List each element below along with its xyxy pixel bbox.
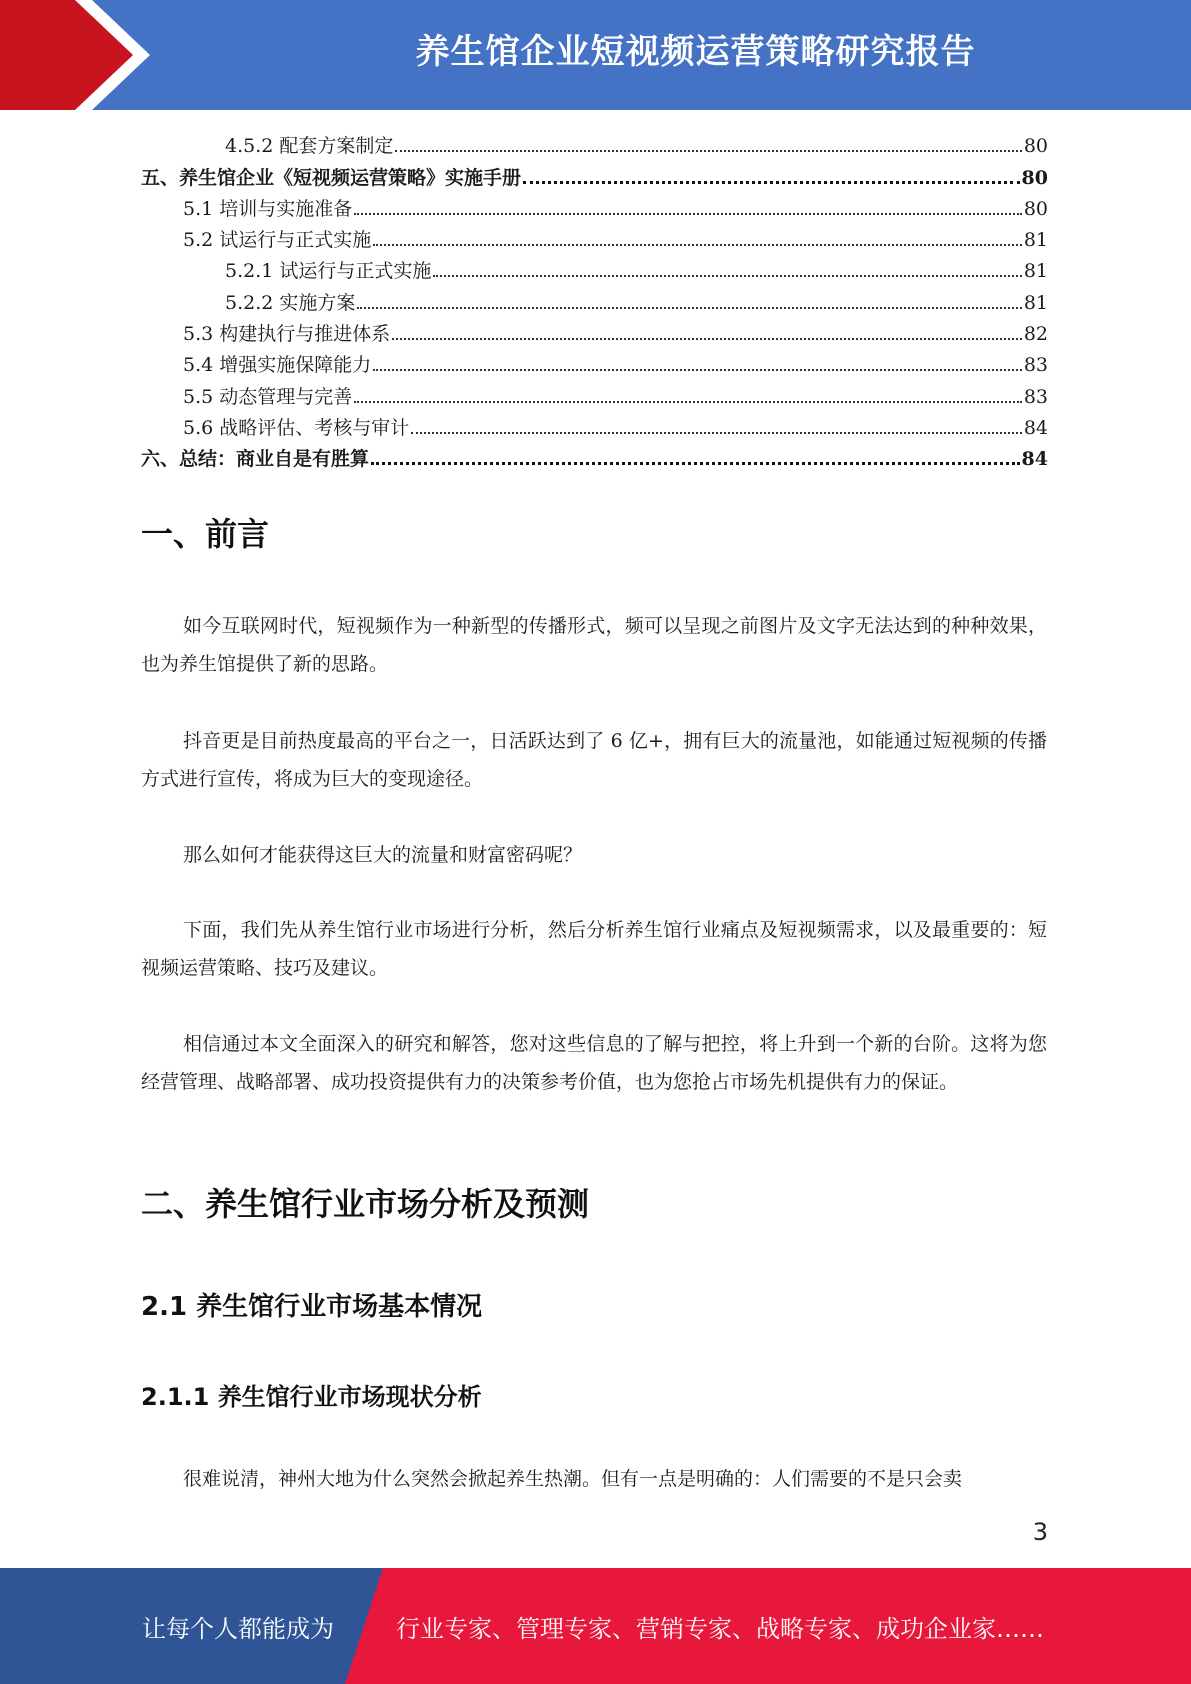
toc-entry-label: 5.2.1 试运行与正式实施 <box>225 260 432 283</box>
subsubsection-heading: 2.1.1 养生馆行业市场现状分析 <box>141 1383 482 1411</box>
toc-entry-page: 84 <box>1021 448 1048 471</box>
paragraph: 如今互联网时代，短视频作为一种新型的传播形式，频可以呈现之前图片及文字无法达到的种种效果，也为养生馆提供了新的思路。 <box>141 615 1047 675</box>
section-heading-preface: 一、前言 <box>141 515 270 553</box>
toc-entry-page: 84 <box>1023 416 1048 439</box>
toc-entry[interactable] <box>141 191 1048 222</box>
toc-entry-page: 80 <box>1021 166 1048 189</box>
page-footer <box>0 1568 1191 1684</box>
toc-entry-label: 5.2 试运行与正式实施 <box>183 229 372 252</box>
toc-entry-label: 4.5.2 配套方案制定 <box>225 135 394 158</box>
header-chevron-decoration <box>0 0 260 110</box>
paragraph: 相信通过本文全面深入的研究和解答，您对这些信息的了解与把控，将上升到一个新的台阶。这将为您经营管理、战略部署、成功投资提供有力的决策参考价值，也为您抢占市场先机提供有力的保证。 <box>141 1033 1047 1093</box>
paragraph: 下面，我们先从养生馆行业市场进行分析，然后分析养生馆行业痛点及短视频需求，以及最重要的：短视频运营策略、技巧及建议。 <box>141 919 1047 979</box>
toc-dot-leader <box>373 244 1022 246</box>
toc-entry-label: 5.2.2 实施方案 <box>225 291 356 314</box>
toc-entry-page: 80 <box>1023 135 1048 158</box>
toc-entry[interactable] <box>141 441 1048 472</box>
toc-dot-leader <box>523 181 1020 184</box>
toc-dot-leader <box>373 369 1022 371</box>
toc-entry-label: 5.6 战略评估、考核与审计 <box>183 416 410 439</box>
toc-entry-label: 五、养生馆企业《短视频运营策略》实施手册 <box>141 166 522 189</box>
toc-entry[interactable] <box>141 284 1048 315</box>
page-header <box>0 0 1191 110</box>
toc-entry-label: 5.1 培训与实施准备 <box>183 197 353 220</box>
report-title: 养生馆企业短视频运营策略研究报告 <box>415 32 976 72</box>
paragraph: 很难说清，神州大地为什么突然会掀起养生热潮。但有一点是明确的：人们需要的不是只会卖 <box>183 1468 963 1490</box>
toc-entry[interactable] <box>141 410 1048 441</box>
toc-entry[interactable] <box>141 253 1048 284</box>
toc-entry[interactable] <box>141 159 1048 190</box>
toc-entry[interactable] <box>141 316 1048 347</box>
toc-entry-label: 5.3 构建执行与推进体系 <box>183 323 391 346</box>
toc-dot-leader <box>395 150 1021 152</box>
paragraph: 抖音更是目前热度最高的平台之一，日活跃达到了 6 亿+，拥有巨大的流量池，如能通过短视频的传播方式进行宣传，将成为巨大的变现途径。 <box>141 730 1047 790</box>
page-number: 3 <box>1032 1518 1048 1546</box>
toc-dot-leader <box>411 432 1022 434</box>
section-heading-market-analysis: 二、养生馆行业市场分析及预测 <box>141 1185 590 1223</box>
toc-entry-page: 80 <box>1023 197 1048 220</box>
toc-dot-leader <box>433 275 1021 277</box>
toc-entry-label: 5.5 动态管理与完善 <box>183 385 353 408</box>
toc-entry[interactable] <box>141 128 1048 159</box>
toc-entry-label: 5.4 增强实施保障能力 <box>183 354 372 377</box>
toc-entry[interactable] <box>141 347 1048 378</box>
toc-dot-leader <box>354 401 1022 403</box>
footer-slogan-right: 行业专家、管理专家、营销专家、战略专家、成功企业家…… <box>396 1615 1044 1643</box>
toc-entry-page: 81 <box>1023 291 1048 314</box>
footer-slogan-left: 让每个人都能成为 <box>142 1615 334 1643</box>
toc-dot-leader <box>392 338 1022 340</box>
toc-entry-page: 81 <box>1023 229 1048 252</box>
toc-dot-leader <box>371 462 1020 465</box>
toc-dot-leader <box>354 213 1022 215</box>
toc-entry[interactable] <box>141 222 1048 253</box>
toc-entry[interactable] <box>141 378 1048 409</box>
toc-entry-page: 83 <box>1023 385 1048 408</box>
toc-entry-page: 82 <box>1023 323 1048 346</box>
table-of-contents <box>141 128 1048 472</box>
paragraph: 那么如何才能获得这巨大的流量和财富密码呢？ <box>183 844 583 866</box>
toc-entry-page: 83 <box>1023 354 1048 377</box>
toc-dot-leader <box>357 307 1021 309</box>
subsection-heading: 2.1 养生馆行业市场基本情况 <box>141 1292 483 1322</box>
toc-entry-label: 六、总结：商业自是有胜算 <box>141 448 370 471</box>
toc-entry-page: 81 <box>1023 260 1048 283</box>
